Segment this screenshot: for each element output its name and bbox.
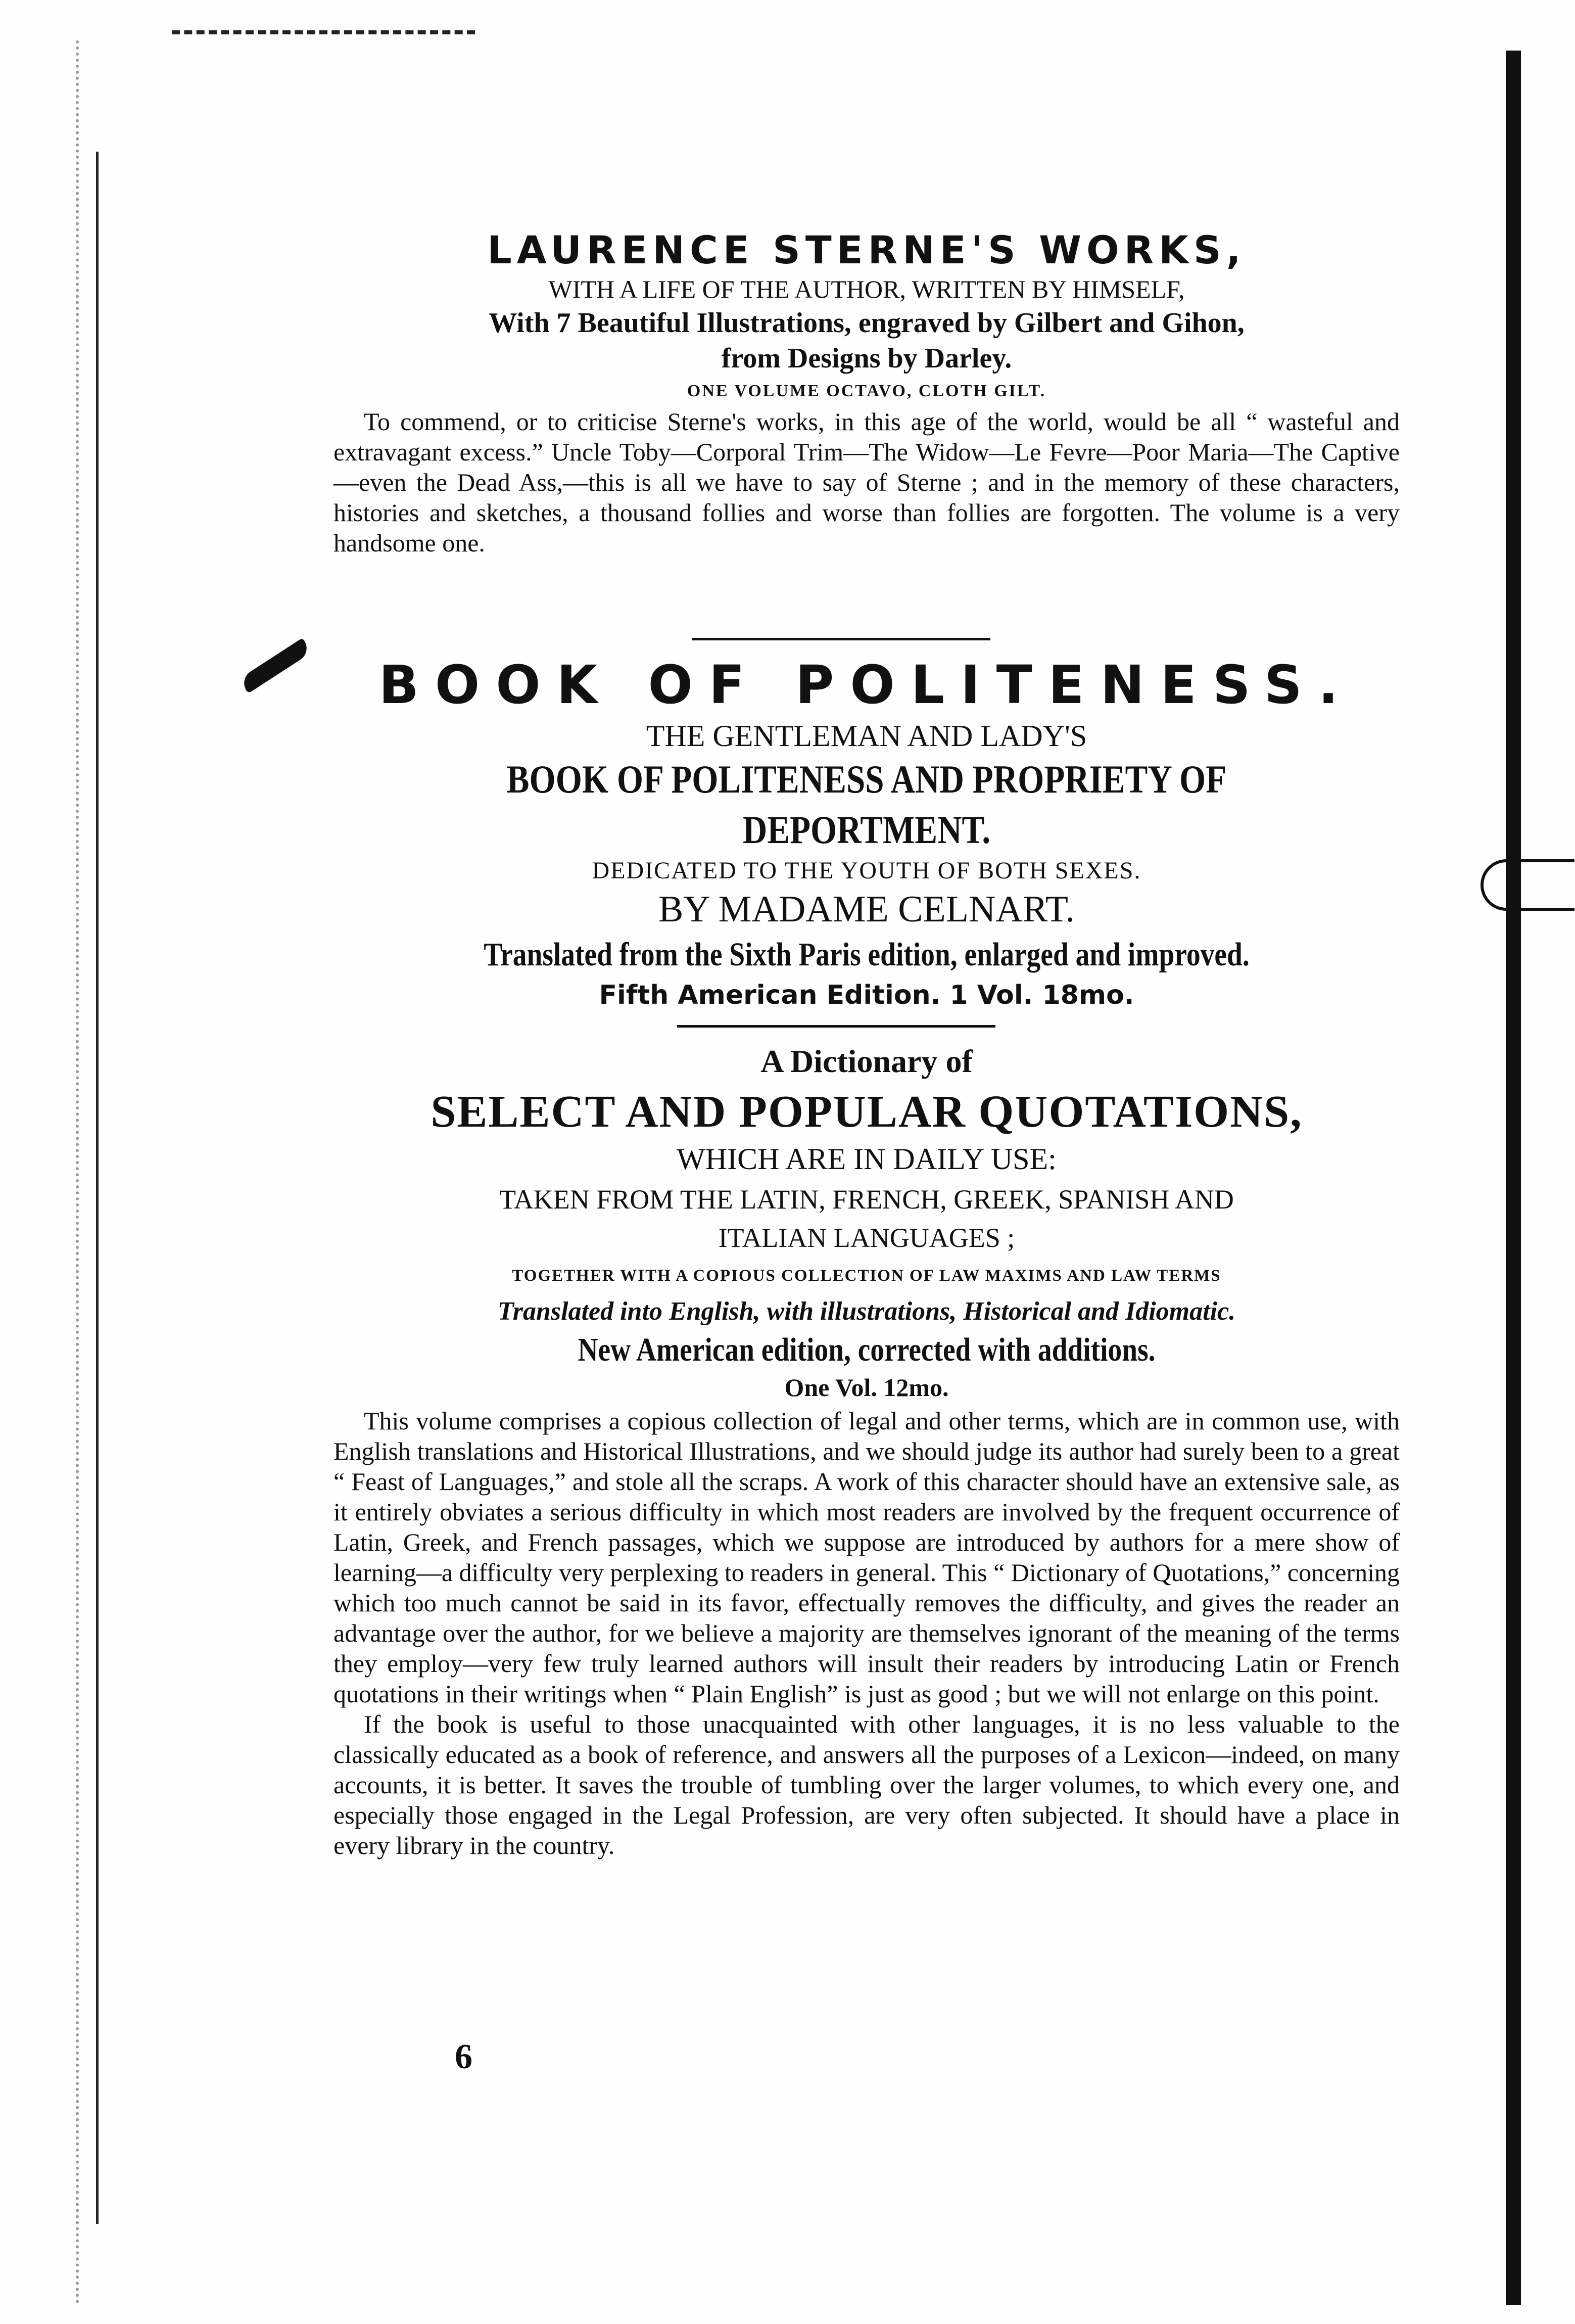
- quotations-section: [333, 1039, 1400, 1861]
- politeness-translation: Translated from the Sixth Paris edition, enlarged and improved.: [484, 936, 1250, 973]
- pencil-mark: [239, 638, 312, 693]
- top-scan-marks: [172, 30, 475, 50]
- politeness-edition: Fifth American Edition. 1 Vol. 18mo.: [599, 980, 1134, 1010]
- sterne-description: To commend, or to criticise Sterne's works, in this age of the world, would be all “ wasteful and extravagant excess.” Uncle Toby—Corporal Trim—The Widow—Le Fevre—Poor Maria—The Captive—even the Dead Ass,—this is all we have to say of Sterne ; and in the memory of these characters, histories and sketches, a thousand follies and worse than follies are forgotten. The volume is a very handsome one.: [333, 407, 1400, 557]
- sterne-title: LAURENCE STERNE'S WORKS,: [487, 227, 1246, 272]
- politeness-title: BOOK OF POLITENESS.: [378, 654, 1355, 716]
- quotations-collection: TOGETHER WITH A COPIOUS COLLECTION OF LAW MAXIMS AND LAW TERMS: [512, 1267, 1221, 1285]
- sterne-format: ONE VOLUME OCTAVO, CLOTH GILT.: [687, 382, 1046, 400]
- quotations-volume: One Vol. 12mo.: [784, 1373, 949, 1402]
- left-margin-line: [96, 152, 99, 2224]
- sterne-illustrations-line2: from Designs by Darley.: [721, 343, 1012, 374]
- left-binding-edge: [76, 40, 124, 2305]
- section-divider-2: [677, 1025, 995, 1028]
- right-binding-edge: [1506, 51, 1521, 2305]
- politeness-subtitle: THE GENTLEMAN AND LADY'S: [646, 719, 1087, 753]
- politeness-main-title: BOOK OF POLITENESS AND PROPRIETY OF DEPORTMENT.: [506, 757, 1227, 852]
- section-divider-1: [692, 638, 990, 640]
- politeness-dedication: DEDICATED TO THE YOUTH OF BOTH SEXES.: [592, 857, 1141, 884]
- quotations-languages-line2: ITALIAN LANGUAGES ;: [718, 1223, 1015, 1253]
- quotations-languages-line1: TAKEN FROM THE LATIN, FRENCH, GREEK, SPANISH AND: [499, 1184, 1234, 1215]
- quotations-paragraph-1: This volume comprises a copious collection of legal and other terms, which are in common use, with English translations and Historical Illustrations, and we should judge its author had surely been to a great “ Feast of Languages,” and stole all the scraps. A work of this character should have an extensive sale, as it entirely obviates a serious difficulty in which most readers are involved by the frequent occurrence of Latin, Greek, and French passages, which we suppose are introduced by authors for a mere show of learning—a difficulty very perplexing to readers in general. This “ Dictionary of Quotations,” concerning which too much cannot be said in its favor, effectually removes the difficulty, and gives the reader an advantage over the author, for we believe a majority are themselves ignorant of the meaning of the terms they employ—very few truly learned authors will insult their readers by introducing Latin or French quotations in their writings when “ Plain English” is just as good ; but we will not enlarge on this point.: [333, 1407, 1400, 1708]
- politeness-author: BY MADAME CELNART.: [658, 889, 1075, 930]
- quotations-edition: New American edition, corrected with additions.: [578, 1331, 1156, 1368]
- politeness-section: [333, 652, 1400, 1013]
- right-bracket-mark: [1481, 859, 1574, 911]
- page-number: 6: [455, 2037, 472, 2076]
- quotations-paragraph-2: If the book is useful to those unacquainted with other languages, it is no less valuable to the classically educated as a book of reference, and answers all the purposes of a Lexicon—indeed, on many accounts, it is better. It saves the trouble of tumbling over the larger volumes, to which every one, and especially those engaged in the Legal Profession, are very often subjected. It should have a place in every library in the country.: [333, 1710, 1400, 1860]
- sterne-section: [333, 227, 1400, 558]
- quotations-intro: A Dictionary of: [760, 1043, 973, 1079]
- sterne-illustrations-line1: With 7 Beautiful Illustrations, engraved by Gilbert and Gihon,: [489, 307, 1245, 339]
- quotations-translated: Translated into English, with illustrations, Historical and Idiomatic.: [497, 1297, 1236, 1326]
- quotations-subtitle: WHICH ARE IN DAILY USE:: [677, 1142, 1057, 1176]
- quotations-title: SELECT AND POPULAR QUOTATIONS,: [431, 1087, 1303, 1137]
- sterne-subtitle: WITH A LIFE OF THE AUTHOR, WRITTEN BY HIMSELF,: [548, 275, 1185, 303]
